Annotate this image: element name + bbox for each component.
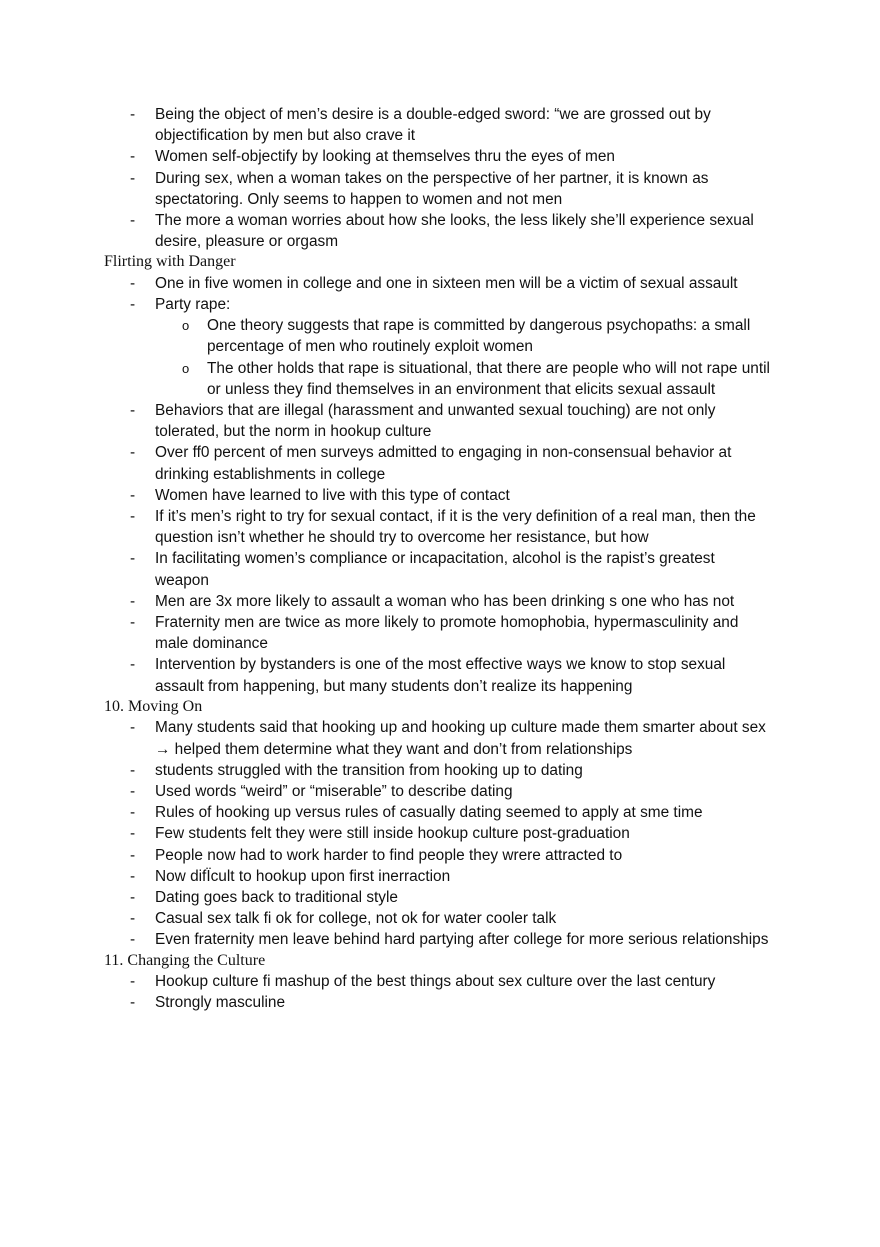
- list-item-text: Dating goes back to traditional style: [155, 888, 398, 906]
- list-item-text: Women have learned to live with this type of contact: [155, 486, 510, 504]
- list-item: [0, 929, 770, 950]
- list-item-text: The other holds that rape is situational, that there are people who will not rape until or unless they find themselves in an environment that elicits sexual assault: [207, 359, 770, 398]
- list-item: [0, 210, 770, 252]
- list-item-text: Few students felt they were still inside hookup culture post-graduation: [155, 825, 630, 843]
- dash-bullet-marker: -: [130, 719, 136, 737]
- list-item-text: Now difÏcult to hookup upon first inerraction: [155, 867, 451, 885]
- list-item-text: Intervention by bystanders is one of the most effective ways we know to stop sexual assault from happening, but many students don’t realize its happening: [155, 656, 726, 695]
- list-item-text: Casual sex talk fi ok for college, not ok for water cooler talk: [155, 910, 557, 928]
- list-item-text: Hookup culture fi mashup of the best things about sex culture over the last century: [155, 972, 716, 990]
- dash-bullet-marker: -: [130, 550, 136, 568]
- list-item: [0, 442, 770, 484]
- list-item: [0, 400, 770, 442]
- list-item: [0, 612, 770, 654]
- list-item: [0, 506, 770, 548]
- section-heading: Flirting with Danger: [104, 253, 236, 271]
- list-item-text: Rules of hooking up versus rules of casually dating seemed to apply at sme time: [155, 804, 703, 822]
- list-item: [0, 485, 770, 506]
- list-item: [0, 887, 770, 908]
- dash-bullet-marker: -: [130, 402, 136, 420]
- list-item: [0, 654, 770, 696]
- list-item: [0, 971, 770, 992]
- list-item-text: Men are 3x more likely to assault a woman who has been drinking s one who has not: [155, 592, 735, 610]
- dash-bullet-marker: -: [130, 931, 136, 949]
- list-item-text: One theory suggests that rape is committed by dangerous psychopaths: a small percentage of men who routinely exploit women: [207, 317, 751, 356]
- list-item-text: The more a woman worries about how she looks, the less likely she’ll experience sexual desire, pleasure or orgasm: [155, 212, 754, 251]
- dash-bullet-marker: -: [130, 825, 136, 843]
- list-item: [0, 168, 770, 210]
- list-item: [0, 992, 770, 1013]
- dash-bullet-marker: -: [130, 972, 136, 990]
- list-item-text: Being the object of men’s desire is a double-edged sword: “we are grossed out by objectification by men but also crave it: [155, 106, 711, 145]
- dash-bullet-marker: -: [130, 274, 136, 292]
- list-item: [0, 802, 770, 823]
- dash-bullet-marker: -: [130, 148, 136, 166]
- list-item: [0, 781, 770, 802]
- list-item: [0, 294, 770, 315]
- list-item: [0, 845, 770, 866]
- list-item-text: Strongly masculine: [155, 994, 286, 1012]
- list-item: [0, 908, 770, 929]
- list-item: [0, 146, 770, 167]
- section-heading: 11. Changing the Culture: [104, 951, 266, 969]
- document-page: [0, 104, 880, 1013]
- dash-bullet-marker: -: [130, 212, 136, 230]
- dash-bullet-marker: -: [130, 888, 136, 906]
- list-item: [0, 866, 770, 887]
- list-item-text: Women self-objectify by looking at themselves thru the eyes of men: [155, 148, 615, 166]
- list-item-text: Fraternity men are twice as more likely to promote homophobia, hypermasculinity and male dominance: [155, 614, 739, 653]
- list-item-text: students struggled with the transition from hooking up to dating: [155, 761, 583, 779]
- list-item-text: During sex, when a woman takes on the perspective of her partner, it is known as spectatoring. Only seems to happen to women and not men: [155, 169, 709, 208]
- list-item: [0, 273, 770, 294]
- dash-bullet-marker: -: [130, 296, 136, 314]
- list-item-text: People now had to work harder to find people they wrere attracted to: [155, 846, 623, 864]
- list-item-text: Even fraternity men leave behind hard partying after college for more serious relationships: [155, 931, 769, 949]
- list-item: [0, 717, 770, 759]
- list-item-text: Used words “weird” or “miserable” to describe dating: [155, 782, 513, 800]
- dash-bullet-marker: -: [130, 867, 136, 885]
- list-item-text: One in five women in college and one in sixteen men will be a victim of sexual assault: [155, 274, 738, 292]
- list-item-text: Over ff0 percent of men surveys admitted to engaging in non-consensual behavior at drinking establishments in college: [155, 444, 732, 483]
- dash-bullet-marker: -: [130, 486, 136, 504]
- dash-bullet-marker: -: [130, 994, 136, 1012]
- list-item: [0, 823, 770, 844]
- list-item-text: In facilitating women’s compliance or incapacitation, alcohol is the rapist’s greatest weapon: [155, 550, 715, 589]
- dash-bullet-marker: -: [130, 782, 136, 800]
- list-item: [0, 104, 770, 146]
- list-item: [0, 591, 770, 612]
- dash-bullet-marker: -: [130, 761, 136, 779]
- dash-bullet-marker: -: [130, 846, 136, 864]
- sub-list-item: [0, 358, 772, 400]
- dash-bullet-marker: -: [130, 656, 136, 674]
- dash-bullet-marker: -: [130, 508, 136, 526]
- list-item-text: Behaviors that are illegal (harassment and unwanted sexual touching) are not only tolerated, but the norm in hookup culture: [155, 402, 716, 441]
- list-item: [0, 548, 770, 590]
- list-item: [0, 760, 770, 781]
- dash-bullet-marker: -: [130, 804, 136, 822]
- circle-bullet-marker: o: [182, 318, 190, 334]
- list-item-text: Many students said that hooking up and hooking up culture made them smarter about sex → helped them determine what they want and don’t from relationships: [155, 719, 766, 758]
- sub-list-item: [0, 315, 772, 357]
- dash-bullet-marker: -: [130, 614, 136, 632]
- list-item-text: Party rape:: [155, 296, 231, 314]
- list-item-text: If it’s men’s right to try for sexual contact, if it is the very definition of a real man, then the question isn’t whether he should try to overcome her resistance, but how: [155, 508, 756, 547]
- dash-bullet-marker: -: [130, 910, 136, 928]
- dash-bullet-marker: -: [130, 169, 136, 187]
- dash-bullet-marker: -: [130, 592, 136, 610]
- circle-bullet-marker: o: [182, 360, 190, 376]
- dash-bullet-marker: -: [130, 444, 136, 462]
- section-heading: 10. Moving On: [104, 697, 203, 715]
- dash-bullet-marker: -: [130, 106, 136, 123]
